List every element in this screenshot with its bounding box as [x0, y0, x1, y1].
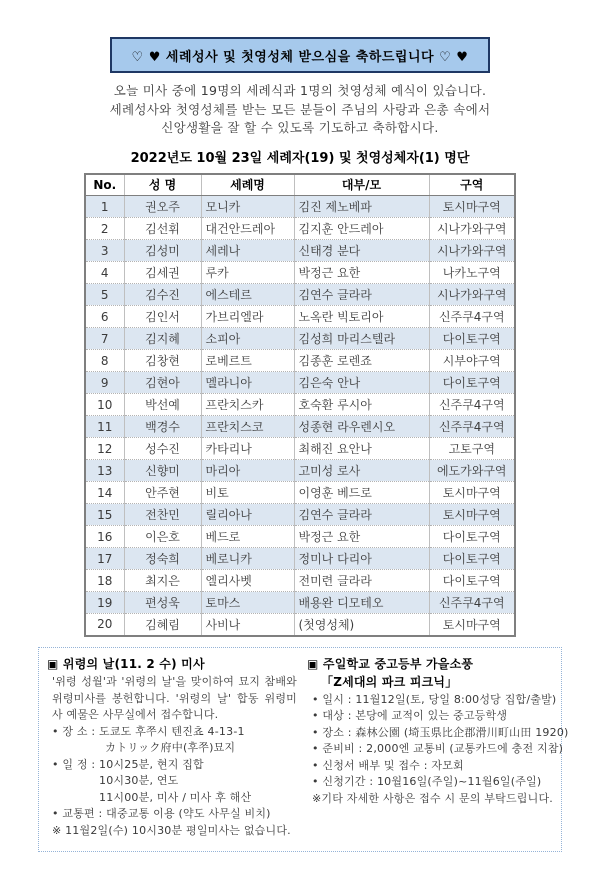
cell-godparent: 배용완 디모테오: [294, 592, 429, 614]
table-row: [85, 218, 515, 240]
cell-no: 2: [85, 218, 124, 240]
table-row: [85, 614, 515, 636]
cell-name: 편성욱: [124, 592, 201, 614]
col-header-name: 성 명: [124, 174, 201, 196]
table-header-row: [85, 174, 515, 196]
all-souls-day-section: [47, 656, 297, 840]
col-header-godparent: 대부/모: [294, 174, 429, 196]
table-row: [85, 570, 515, 592]
table-row: [85, 328, 515, 350]
table-row: [85, 416, 515, 438]
cell-godparent: 박정근 요한: [294, 262, 429, 284]
section-line: • 일 정 : 10시25분, 현지 집합: [52, 757, 204, 771]
table-row: [85, 196, 515, 218]
cell-godparent: 이영훈 베드로: [294, 482, 429, 504]
table-row: [85, 504, 515, 526]
cell-godparent: 박정근 요한: [294, 526, 429, 548]
cell-godparent: 김연수 글라라: [294, 284, 429, 306]
picnic-subtitle: 「Z세대의 파크 피크닉」: [321, 675, 458, 689]
section-line: '위령 성월'과 '위령의 날'을 맞이하여 묘지 참배와 위령미사를 봉헌합니다. '위령의 날' 합동 위령미사 예물은 사무실에서 접수합니다.: [52, 675, 297, 721]
cell-name: 이은호: [124, 526, 201, 548]
cell-district: 시부야구역: [429, 350, 515, 372]
table-row: [85, 482, 515, 504]
cell-no: 10: [85, 394, 124, 416]
cell-district: 토시마구역: [429, 482, 515, 504]
cell-district: 토시마구역: [429, 504, 515, 526]
intro-line-3: 신앙생활을 잘 할 수 있도록 기도하고 축하합시다.: [161, 120, 439, 135]
section-line: • 교통편 : 대중교통 이용 (약도 사무실 비치): [52, 807, 271, 820]
cell-no: 15: [85, 504, 124, 526]
cell-no: 19: [85, 592, 124, 614]
table-row: [85, 240, 515, 262]
cell-no: 16: [85, 526, 124, 548]
cell-no: 17: [85, 548, 124, 570]
cell-no: 14: [85, 482, 124, 504]
baptism-roster-table: [84, 173, 516, 637]
cell-no: 5: [85, 284, 124, 306]
cell-no: 1: [85, 196, 124, 218]
cell-no: 9: [85, 372, 124, 394]
cell-baptismal: 프란치스카: [201, 394, 294, 416]
cell-godparent: 김성희 마리스텔라: [294, 328, 429, 350]
section-line: • 대상 : 본당에 교적이 있는 중고등학생: [312, 709, 508, 722]
cell-baptismal: 토마스: [201, 592, 294, 614]
cell-godparent: 김연수 글라라: [294, 504, 429, 526]
cell-district: 나카노구역: [429, 262, 515, 284]
section-line: • 신청서 배부 및 접수 : 자모회: [312, 758, 464, 772]
cell-name: 정숙희: [124, 548, 201, 570]
cell-no: 3: [85, 240, 124, 262]
cell-baptismal: 비토: [201, 482, 294, 504]
cell-no: 12: [85, 438, 124, 460]
cell-no: 6: [85, 306, 124, 328]
cell-name: 신향미: [124, 460, 201, 482]
table-row: [85, 262, 515, 284]
cell-name: 김지혜: [124, 328, 201, 350]
cell-godparent: 전미련 글라라: [294, 570, 429, 592]
cell-baptismal: 릴리아나: [201, 504, 294, 526]
section-line: • 장소 : 森林公園 (埼玉県比企郡滑川町山田 1920): [312, 725, 569, 739]
cell-name: 최지은: [124, 570, 201, 592]
cell-godparent: 김진 제노베파: [294, 196, 429, 218]
cell-baptismal: 마리아: [201, 460, 294, 482]
cell-district: 시나가와구역: [429, 218, 515, 240]
cell-district: 다이토구역: [429, 570, 515, 592]
cell-no: 8: [85, 350, 124, 372]
section-line: ※기타 자세한 사항은 접수 시 문의 부탁드립니다.: [312, 791, 553, 805]
section-heading-picnic: ▣ 주일학교 중고등부 가을소풍: [307, 656, 474, 671]
table-row: [85, 284, 515, 306]
section-line: カトリック府中(후쭈)묘지: [105, 741, 236, 754]
cell-godparent: 고미성 로사: [294, 460, 429, 482]
cell-district: 고토구역: [429, 438, 515, 460]
cell-godparent: 김지훈 안드레아: [294, 218, 429, 240]
cell-name: 성수진: [124, 438, 201, 460]
cell-district: 신주쿠4구역: [429, 416, 515, 438]
col-header-no: No.: [85, 174, 124, 196]
cell-godparent: 성종현 라우렌시오: [294, 416, 429, 438]
cell-godparent: 최해진 요안나: [294, 438, 429, 460]
cell-baptismal: 멜라니아: [201, 372, 294, 394]
cell-no: 13: [85, 460, 124, 482]
cell-district: 다이토구역: [429, 328, 515, 350]
section-line: 11시00분, 미사 / 미사 후 해산: [99, 790, 252, 804]
cell-name: 김선휘: [124, 218, 201, 240]
cell-baptismal: 로베르트: [201, 350, 294, 372]
cell-name: 박선예: [124, 394, 201, 416]
cell-district: 신주쿠4구역: [429, 394, 515, 416]
cell-godparent: 김종훈 로렌죠: [294, 350, 429, 372]
cell-baptismal: 프란치스코: [201, 416, 294, 438]
baptism-table-body: [85, 196, 515, 636]
section-heading-all-souls: ▣ 위령의 날(11. 2 수) 미사: [47, 656, 205, 671]
cell-district: 신주쿠4구역: [429, 306, 515, 328]
intro-paragraph: [0, 82, 600, 138]
cell-godparent: 정미나 다리아: [294, 548, 429, 570]
table-row: [85, 460, 515, 482]
congrats-banner: ♡ ♥ 세례성사 및 첫영성체 받으심을 축하드립니다 ♡ ♥: [110, 37, 490, 73]
col-header-baptismal: 세례명: [201, 174, 294, 196]
cell-district: 시나가와구역: [429, 240, 515, 262]
cell-name: 김현아: [124, 372, 201, 394]
cell-baptismal: 대건안드레아: [201, 218, 294, 240]
cell-godparent: 신태경 분다: [294, 240, 429, 262]
cell-name: 김인서: [124, 306, 201, 328]
cell-baptismal: 카타리나: [201, 438, 294, 460]
intro-line-1: 오늘 미사 중에 19명의 세례식과 1명의 첫영성체 예식이 있습니다.: [113, 83, 487, 98]
cell-baptismal: 모니카: [201, 196, 294, 218]
table-row: [85, 394, 515, 416]
cell-district: 다이토구역: [429, 372, 515, 394]
cell-name: 김세권: [124, 262, 201, 284]
cell-baptismal: 엘리사벳: [201, 570, 294, 592]
table-row: [85, 350, 515, 372]
cell-baptismal: 사비나: [201, 614, 294, 636]
cell-no: 4: [85, 262, 124, 284]
cell-godparent: 호숙환 루시아: [294, 394, 429, 416]
cell-name: 김성미: [124, 240, 201, 262]
table-row: [85, 306, 515, 328]
cell-district: 다이토구역: [429, 526, 515, 548]
autumn-picnic-section: [307, 656, 569, 840]
cell-godparent: 김은숙 안나: [294, 372, 429, 394]
cell-district: 에도가와구역: [429, 460, 515, 482]
cell-district: 토시마구역: [429, 614, 515, 636]
cell-district: 토시마구역: [429, 196, 515, 218]
cell-baptismal: 에스테르: [201, 284, 294, 306]
cell-district: 신주쿠4구역: [429, 592, 515, 614]
section-line: • 신청기간 : 10월16일(주일)~11월6일(주일): [312, 775, 542, 788]
cell-baptismal: 베드로: [201, 526, 294, 548]
cell-baptismal: 베로니카: [201, 548, 294, 570]
section-line: • 장 소 : 도쿄도 후쭈시 텐진쵸 4-13-1: [52, 724, 245, 738]
cell-name: 김혜림: [124, 614, 201, 636]
cell-baptismal: 세레나: [201, 240, 294, 262]
cell-district: 시나가와구역: [429, 284, 515, 306]
picnic-lines: [307, 692, 569, 808]
cell-name: 권오주: [124, 196, 201, 218]
section-line: • 일시 : 11월12일(토, 당일 8:00성당 집합/출발): [312, 692, 557, 706]
notices-box: [38, 647, 569, 853]
table-row: [85, 592, 515, 614]
section-line: • 준비비 : 2,000엔 교통비 (교통카드에 충전 지참): [312, 742, 564, 755]
roster-title: 2022년도 10월 23일 세례자(19) 및 첫영성체자(1) 명단: [130, 150, 470, 166]
cell-godparent: 노옥란 빅토리아: [294, 306, 429, 328]
cell-no: 20: [85, 614, 124, 636]
section-line: 10시30분, 연도: [99, 774, 179, 787]
cell-no: 11: [85, 416, 124, 438]
cell-baptismal: 루카: [201, 262, 294, 284]
section-line: ※ 11월2일(수) 10시30분 평일미사는 없습니다.: [52, 823, 291, 837]
cell-name: 안주현: [124, 482, 201, 504]
table-row: [85, 526, 515, 548]
cell-baptismal: 가브리엘라: [201, 306, 294, 328]
table-row: [85, 372, 515, 394]
cell-name: 전찬민: [124, 504, 201, 526]
cell-godparent: (첫영성체): [294, 614, 429, 636]
intro-line-2: 세례성사와 첫영성체를 받는 모든 분들이 주님의 사랑과 은총 속에서: [109, 101, 491, 117]
col-header-district: 구역: [429, 174, 515, 196]
table-row: [85, 548, 515, 570]
cell-name: 백경수: [124, 416, 201, 438]
cell-no: 18: [85, 570, 124, 592]
cell-no: 7: [85, 328, 124, 350]
cell-district: 다이토구역: [429, 548, 515, 570]
table-row: [85, 438, 515, 460]
cell-baptismal: 소피아: [201, 328, 294, 350]
cell-name: 김창현: [124, 350, 201, 372]
cell-name: 김수진: [124, 284, 201, 306]
all-souls-lines: [47, 674, 297, 839]
